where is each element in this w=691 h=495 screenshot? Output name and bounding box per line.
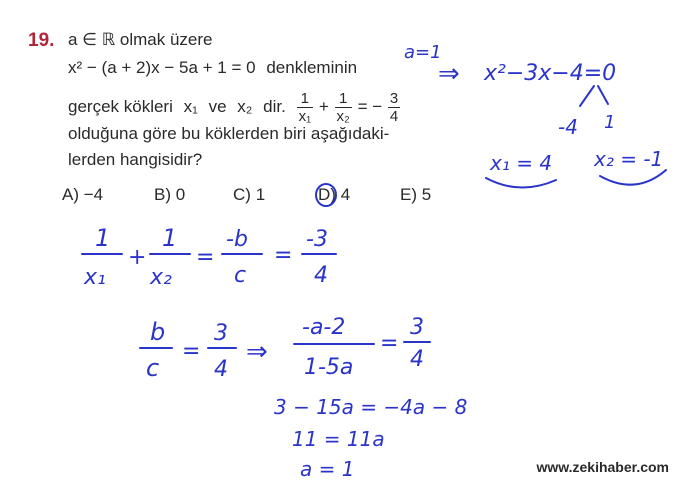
dir-word: dir. — [263, 96, 286, 116]
question-number: 19. — [28, 30, 55, 51]
equation-suffix: denkleminin — [266, 58, 358, 77]
and-word: ve — [208, 96, 227, 116]
hw-step-3: a = 1 — [300, 457, 355, 481]
hw-x1: x₁ = 4 — [490, 151, 553, 175]
hw-underline-x2 — [600, 170, 666, 185]
option-b[interactable]: B) 0 — [154, 185, 186, 204]
option-e[interactable]: E) 5 — [400, 185, 432, 204]
hw-t-num: 3 — [214, 321, 228, 346]
hw-sum-num2: 1 — [162, 224, 178, 252]
hw-a-equals-1: a=1 — [404, 42, 442, 63]
fraction-numerator: 1 — [297, 90, 314, 108]
option-d[interactable]: D) 4 — [318, 185, 351, 204]
hw-eq1: = — [196, 245, 215, 270]
question-line-5: lerden hangisidir? — [68, 150, 203, 169]
equation: x² − (a + 2)x − 5a + 1 = 0 — [68, 58, 256, 77]
equals-minus: = − — [357, 96, 383, 116]
hw-implies-arrow: ⇒ — [438, 59, 460, 89]
hw-quadratic: x²−3x−4=0 — [484, 61, 617, 86]
question-line-4: olduğuna göre bu köklerden biri aşağıdaki- — [68, 124, 390, 143]
watermark: www.zekihaber.com — [536, 459, 669, 475]
option-a[interactable]: A) −4 — [62, 185, 104, 204]
hw-mb-den: c — [234, 263, 247, 288]
hw-eq4: = — [380, 331, 399, 356]
root-1: x₁ — [183, 96, 198, 116]
hw-eq2: = — [274, 243, 293, 268]
hw-factor-lines — [580, 86, 608, 106]
hw-sum-den1: x₁ — [84, 265, 106, 290]
root-2: x₂ — [237, 96, 253, 116]
option-c[interactable]: C) 1 — [233, 185, 266, 204]
hw-step-2: 11 = 11a — [292, 427, 385, 451]
hw-x2: x₂ = -1 — [594, 147, 664, 171]
hw-t-den: 4 — [214, 357, 228, 382]
fraction-denominator: x₂ — [336, 108, 350, 125]
question-intro: a ∈ ℝ olmak üzere — [68, 30, 213, 49]
hw-eq3: = — [182, 339, 201, 364]
hw-m34-den: 4 — [314, 263, 328, 288]
hw-underline-x1 — [486, 178, 556, 188]
fraction-denominator: 4 — [389, 108, 399, 125]
fraction-numerator: 1 — [335, 90, 352, 108]
roots-prefix: gerçek kökleri — [68, 96, 173, 116]
hw-r-num: 3 — [410, 315, 424, 340]
hw-sum-num1: 1 — [95, 224, 111, 252]
hw-mb-num: -b — [226, 227, 248, 252]
hw-factor-right: 1 — [604, 112, 616, 133]
hw-m34-num: -3 — [306, 227, 328, 252]
hw-imp-arrow: ⇒ — [246, 337, 268, 367]
selected-option-circle — [316, 184, 336, 206]
hw-b-num: b — [150, 318, 166, 346]
plus-sign: + — [318, 96, 329, 116]
fraction-denominator: x₁ — [298, 108, 312, 125]
hw-big-den: 1-5a — [304, 355, 354, 380]
hw-factor-left: -4 — [558, 115, 578, 139]
hw-sum-plus: + — [128, 245, 147, 270]
hw-step-1: 3 − 15a = −4a − 8 — [274, 395, 468, 419]
hw-sum-den2: x₂ — [150, 265, 172, 290]
hw-c-den: c — [146, 354, 160, 382]
hw-big-num: -a-2 — [302, 315, 346, 340]
fraction-numerator: 3 — [389, 90, 399, 107]
hw-r-den: 4 — [410, 347, 424, 372]
